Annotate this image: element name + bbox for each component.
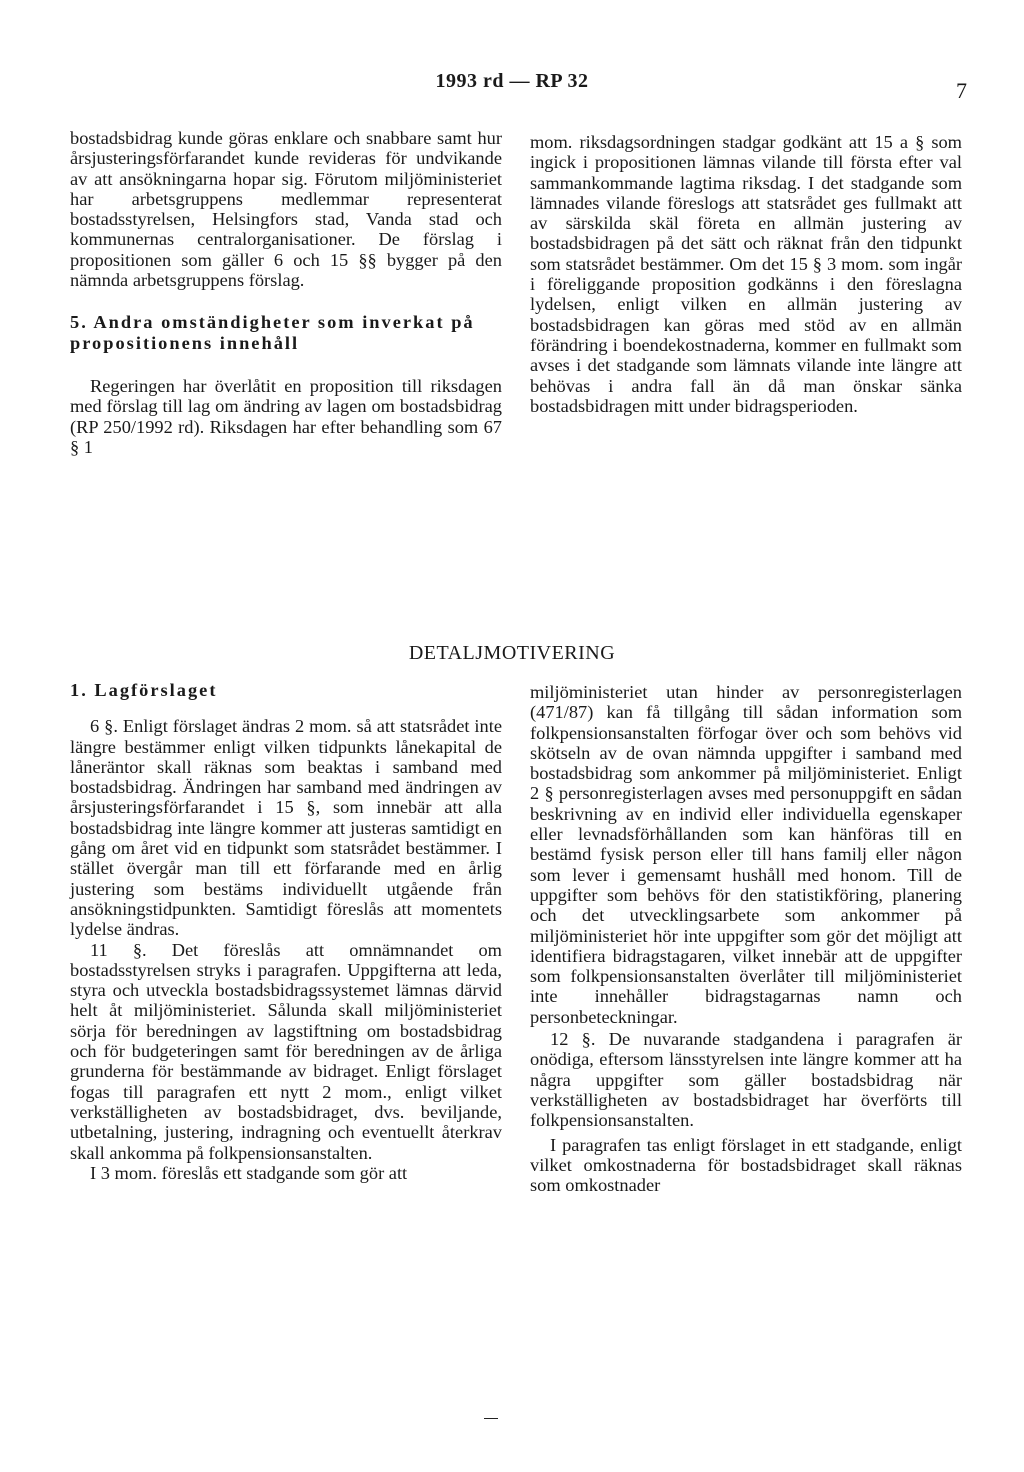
paragraph: Regeringen har överlåtit en proposition till riksdagen med förslag till lag om ändring av lagen om bostadsbidrag (RP 250/1992 rd). Riksdagen har efter behandling som 67 § 1	[70, 375, 502, 457]
paragraph: miljöministeriet utan hinder av personregisterlagen (471/87) kan få tillgång till sådan information som folkpensionsanstalten förfogar över och som behövs vid skötseln av de ovan nämnda uppgifter i samband med bostadsbidrag som ankommer på miljöministeriet. Enligt 2 § personregisterlagen avses med personuppgift en sådan beskrivning av en individ eller individuella egenskaper eller levnadsförhållanden som kan hänföras till en bestämd fysisk person eller till hans familj eller någon som lever i gemensamt hushåll med honom. Till de uppgifter som behövs för den statistikföring, planering och det utvecklingsarbete som ankommer på miljöministeriet hör inte uppgifter som gör det möjligt att identifiera bidragstagaren, vilket innebär att de uppgifter som folkpensionsanstalten överlåter till miljöministeriet inte innehåller bidragstagarnas namn och personbeteckningar.	[530, 682, 962, 1027]
page-header	[0, 70, 1024, 103]
section-heading: 1. Lagförslaget	[70, 680, 218, 700]
footer-dash	[484, 1418, 498, 1419]
paragraph: 6 §. Enligt förslaget ändras 2 mom. så att statsrådet inte längre bestämmer enligt vilken tidpunkts lånekapital de låneräntor skall räknas som beaktas i samband med bostadsbidrag. Ändringen har samband med ändringen av årsjusteringsförfarandet i 15 §, som innebär att alla bostadsbidrag inte längre kommer att justeras samtidigt en gång om året vid en tidpunkt som statsrådet bestämmer. I stället övergår man till ett förfarande med en årlig justering som bestäms individuellt utgående från ansökningstidpunkten. Samtidigt föreslås att momentets lydelse ändras.	[70, 716, 502, 940]
column-top-right	[530, 132, 962, 416]
column-bottom-right	[530, 682, 962, 1195]
paragraph: 12 §. De nuvarande stadgandena i paragrafen är onödiga, eftersom länsstyrelsen inte längre kommer att ha några uppgifter som gäller bostadsbidrag när verkställigheten av bostadsbidraget har överförts till folkpensionsanstalten.	[530, 1029, 962, 1131]
column-bottom-left	[70, 680, 502, 1183]
paragraph: I 3 mom. föreslås ett stadgande som gör att	[90, 1162, 408, 1183]
page-number: 7	[956, 78, 967, 103]
paragraph: bostadsbidrag kunde göras enklare och snabbare samt hur årsjusteringsförfarandet kunde revideras för undvikande av att ansökningarna hopar sig. Förutom miljöministeriet har arbetsgruppens medlemmar representerat bostadsstyrelsen, Helsingfors stad, Vanda stad och kommunernas centralorganisationer. De förslag i propositionen som gäller 6 och 15 §§ bygger på den nämnda arbetsgruppens förslag.	[70, 128, 502, 291]
column-top-left	[70, 128, 502, 457]
paragraph: 11 §. Det föreslås att omnämnandet om bostadsstyrelsen stryks i paragrafen. Uppgifterna att leda, styra och utveckla bostadsbidragssystemet lämnas därvid helt åt miljöministeriet. Sålunda skall miljöministeriet sörja för beredningen av lagstiftning om bostadsbidrag och för budgeteringen samt för beredningen av de årliga grunderna för bestämmande av bidraget. Enligt förslaget fogas till paragrafen ett nytt 2 mom., enligt vilket verkställigheten av bostadsbidraget, dvs. beviljande, utbetalning, justering, indragning och eventuellt återkrav skall ankomma på folkpensionsanstalten.	[70, 939, 502, 1163]
paragraph: mom. riksdagsordningen stadgar godkänt att 15 a § som ingick i propositionen lämnas vilande till första efter val sammankommande lagtima riksdag. I det stadgande som lämnades vilande föreslogs att statsrådet ges fullmakt att av särskilda skäl företa en allmän justering av bostadsbidragen på det sätt och räknat från den tidpunkt som statsrådet bestämmer. Om det 15 § 3 mom. som ingår i föreliggande proposition godkänns i den föreslagna lydelsen, enligt vilken en allmän justering av bostadsbidragen kan göras med stöd av en allmän förändring i boendekostnaderna, kommer en fullmakt som avses i det stadgande som lämnats vilande inte längre att behövas i andra fall än då man önskar sänka bostadsbidragen mitt under bidragsperioden.	[530, 132, 962, 416]
paragraph: I paragrafen tas enligt förslaget in ett stadgande, enligt vilket omkostnaderna för bostadsbidraget skall räknas som omkostnader	[530, 1134, 962, 1196]
section-title-detaljmotivering: DETALJMOTIVERING	[408, 642, 616, 664]
document-reference: 1993 rd — RP 32	[435, 70, 589, 92]
section-heading: 5. Andra omständigheter som inverkat på propositionens innehåll	[70, 312, 475, 353]
